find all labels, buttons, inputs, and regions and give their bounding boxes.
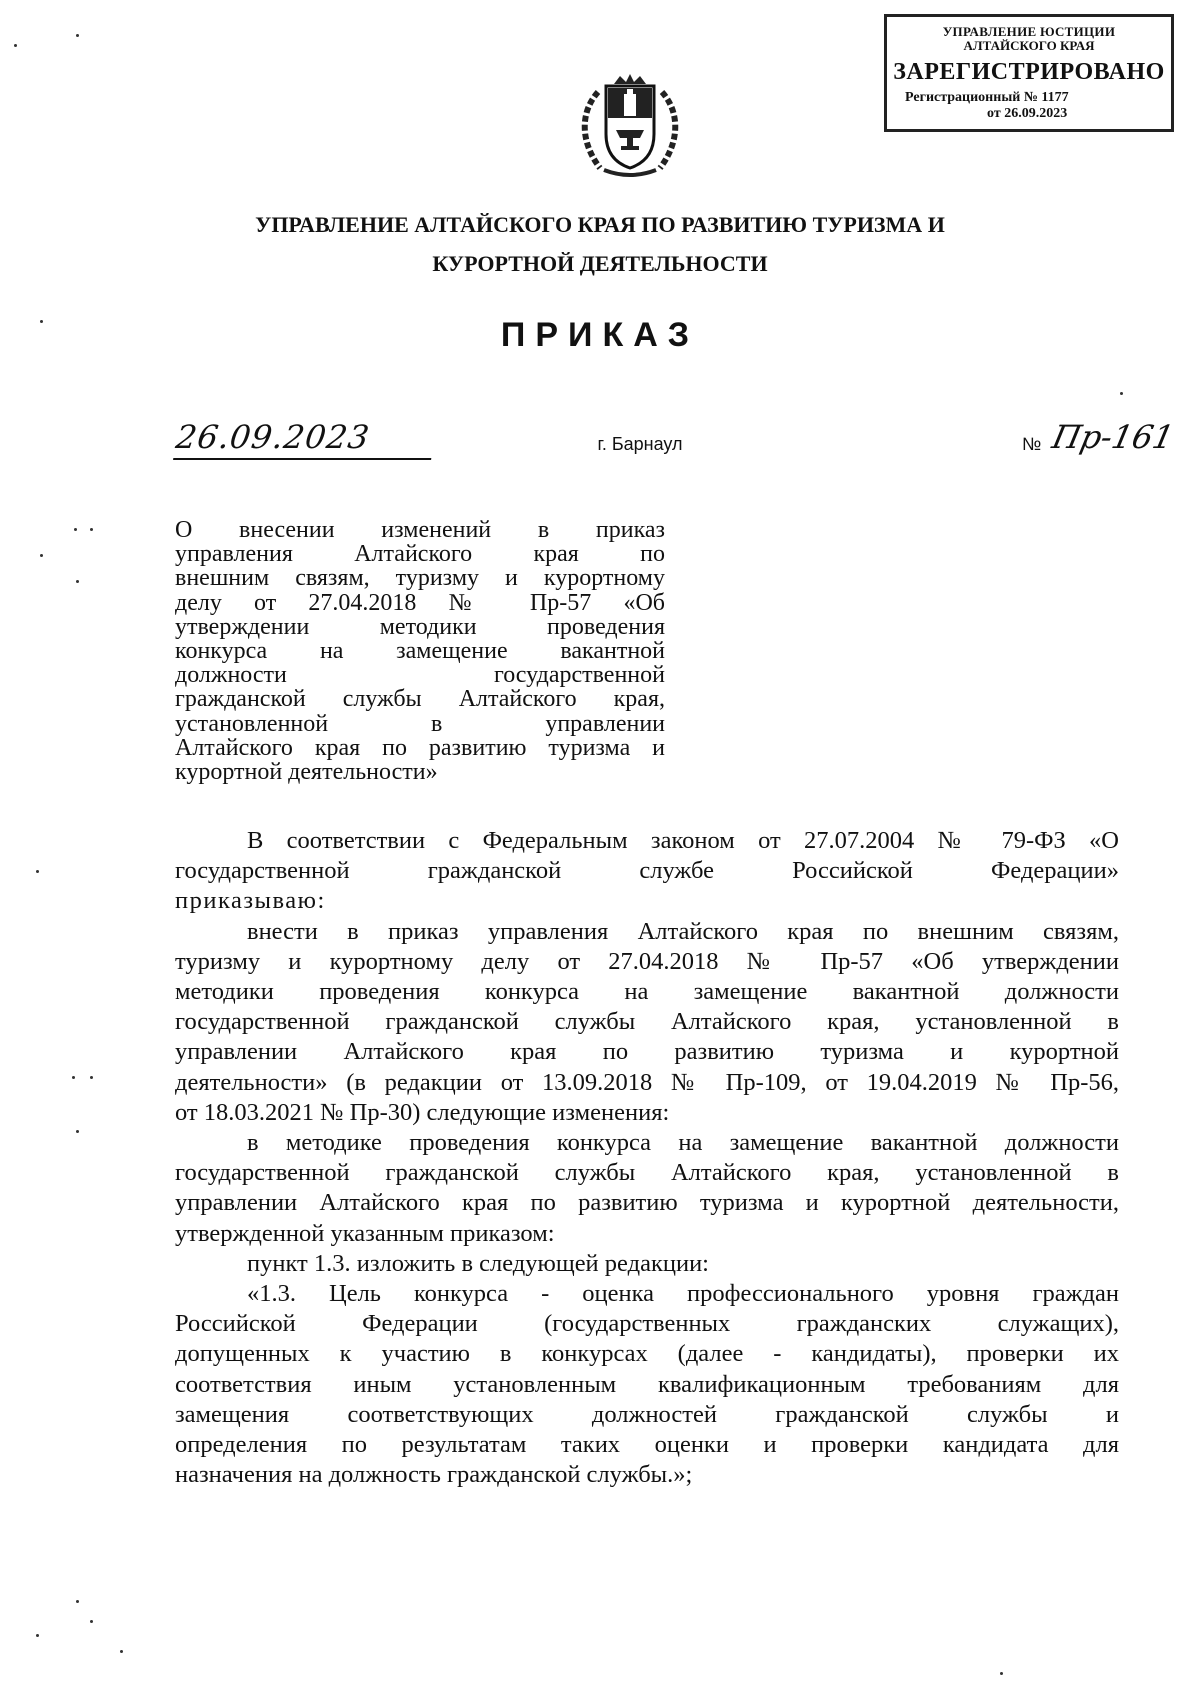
- scan-speck: [40, 554, 43, 557]
- document-type: ПРИКАЗ: [500, 316, 700, 354]
- scan-speck: [90, 528, 93, 531]
- body-line: приказываю:: [175, 887, 326, 915]
- scan-speck: [90, 1076, 93, 1079]
- body-line: замещения соответствующих должностей гражданской службы и: [175, 1400, 1119, 1428]
- subject-line: установленной в управлении: [175, 710, 665, 737]
- scan-speck: [1000, 1672, 1003, 1675]
- scan-speck: [76, 1130, 79, 1133]
- body-line: государственной гражданской службе Российской Федерации»: [175, 857, 1119, 885]
- subject-line: должности государственной: [175, 662, 665, 689]
- number-label: №: [1022, 434, 1042, 454]
- body-line: В соответствии с Федеральным законом от 27.07.2004 № 79-ФЗ «О: [247, 827, 1119, 854]
- body-line: внести в приказ управления Алтайского края по внешним связям,: [247, 917, 1119, 945]
- scan-speck: [40, 320, 43, 323]
- subject-block: [175, 518, 665, 784]
- scan-speck: [36, 870, 39, 873]
- body-line: допущенных к участию в конкурсах (далее - кандидаты), проверки их: [175, 1340, 1119, 1368]
- scan-speck: [76, 1600, 79, 1603]
- body-line: государственной гражданской службы Алтайского края, установленной в: [175, 1159, 1119, 1187]
- stamp-line-1: УПРАВЛЕНИЕ ЮСТИЦИИ: [942, 24, 1116, 39]
- subject-line: утверждении методики проведения: [175, 613, 665, 640]
- body-line: методики проведения конкурса на замещение вакантной должности: [175, 978, 1119, 1006]
- body-line: «1.3. Цель конкурса - оценка профессионального уровня граждан: [247, 1280, 1119, 1308]
- handwritten-number: Пр-161: [1048, 418, 1178, 456]
- handwritten-date: 26.09.2023: [173, 418, 437, 460]
- scan-speck: [1120, 392, 1123, 395]
- stamp-line-2: АЛТАЙСКОГО КРАЯ: [963, 38, 1095, 53]
- body-line: деятельности» (в редакции от 13.09.2018 № Пр-109, от 19.04.2019 № Пр-56,: [175, 1068, 1119, 1096]
- body-line: управлении Алтайского края по развитию туризма и курортной: [175, 1038, 1119, 1066]
- scan-speck: [36, 1634, 39, 1637]
- registration-stamp: [884, 14, 1174, 132]
- scan-speck: [120, 1650, 123, 1653]
- subject-line: О внесении изменений в приказ: [175, 517, 665, 543]
- scan-speck: [14, 44, 17, 47]
- subject-line: делу от 27.04.2018 № Пр-57 «Об: [175, 589, 665, 616]
- subject-line: курортной деятельности»: [175, 759, 438, 786]
- subject-line: управления Алтайского края по: [175, 541, 665, 568]
- subject-line: гражданской службы Алтайского края,: [175, 686, 665, 713]
- subject-line: Алтайского края по развитию туризма и: [175, 734, 665, 761]
- agency-name-line-2: КУРОРТНОЙ ДЕЯТЕЛЬНОСТИ: [432, 251, 768, 276]
- body-line: утвержденной указанным приказом:: [175, 1219, 555, 1247]
- body-line: соответствия иным установленным квалификационным требованиям для: [175, 1370, 1119, 1398]
- body-line: Российской Федерации (государственных гражданских служащих),: [175, 1310, 1119, 1338]
- coat-of-arms-icon: [570, 72, 690, 182]
- body-line: государственной гражданской службы Алтайского края, установленной в: [175, 1008, 1119, 1036]
- scan-speck: [90, 1620, 93, 1623]
- body-line: в методике проведения конкурса на замещение вакантной должности: [247, 1129, 1119, 1157]
- body-line: управлении Алтайского края по развитию туризма и курортной деятельности,: [175, 1189, 1119, 1217]
- scan-speck: [74, 528, 77, 531]
- stamp-reg-number: Регистрационный № 1177: [905, 90, 1069, 105]
- subject-line: конкурса на замещение вакантной: [175, 638, 665, 665]
- scan-speck: [76, 34, 79, 37]
- agency-name-line-1: УПРАВЛЕНИЕ АЛТАЙСКОГО КРАЯ ПО РАЗВИТИЮ ТУРИЗМА И: [255, 212, 945, 237]
- body-line: определения по результатам таких оценки и проверки кандидата для: [175, 1431, 1119, 1459]
- body-line: туризму и курортному делу от 27.04.2018 № Пр-57 «Об утверждении: [175, 947, 1119, 975]
- stamp-reg-date: от 26.09.2023: [987, 106, 1068, 121]
- body-text: [175, 826, 1119, 1490]
- body-line: от 18.03.2021 № Пр-30) следующие изменения:: [175, 1098, 670, 1126]
- stamp-status: ЗАРЕГИСТРИРОВАНО: [893, 59, 1165, 85]
- subject-line: внешним связям, туризму и курортному: [175, 565, 665, 592]
- body-line: пункт 1.3. изложить в следующей редакции:: [247, 1249, 709, 1277]
- body-line: назначения на должность гражданской службы.»;: [175, 1461, 693, 1489]
- scan-speck: [72, 1076, 75, 1079]
- city: г. Барнаул: [597, 434, 683, 454]
- scan-speck: [76, 580, 79, 583]
